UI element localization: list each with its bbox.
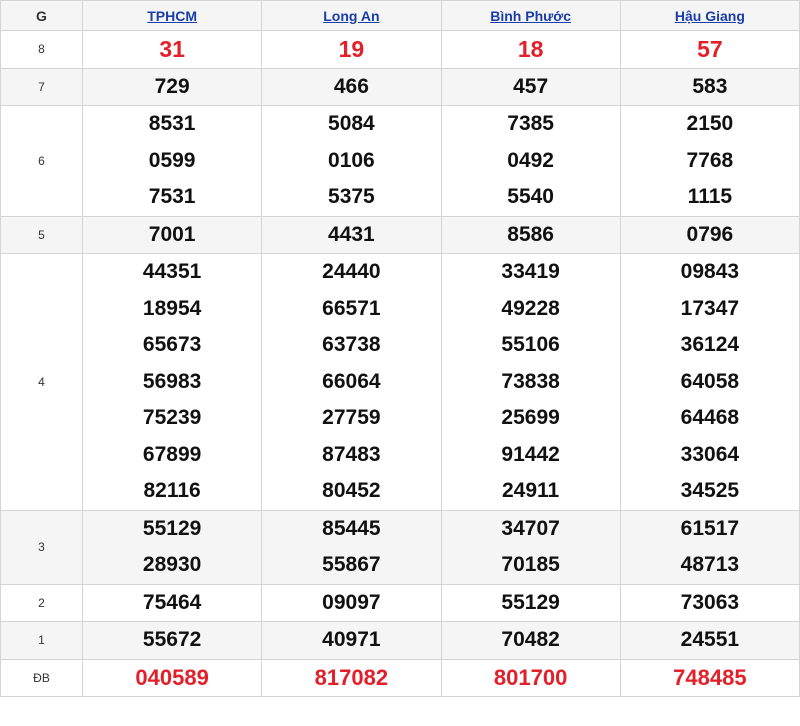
result-number: 70185 <box>501 553 560 576</box>
result-number: 7001 <box>148 222 196 246</box>
result-number: 75239 <box>142 406 202 429</box>
result-cell <box>262 622 441 660</box>
result-number: 61517 <box>680 516 740 540</box>
result-cell <box>620 584 799 622</box>
result-cell <box>83 622 262 660</box>
result-number: 49228 <box>501 296 560 320</box>
result-number: 457 <box>513 74 549 98</box>
result-number: 63738 <box>322 333 381 356</box>
result-cell <box>83 31 262 69</box>
result-number: 17347 <box>680 296 740 320</box>
result-number: 24911 <box>502 479 560 502</box>
result-cell <box>620 254 799 511</box>
result-number: 583 <box>692 74 728 98</box>
result-cell <box>262 68 441 106</box>
result-number: 7531 <box>148 185 196 208</box>
result-cell <box>441 216 620 254</box>
province-header-cell <box>441 1 620 31</box>
result-number: 55867 <box>322 553 381 576</box>
result-cell <box>441 31 620 69</box>
header-row <box>1 1 800 31</box>
prize-label: 8 <box>1 31 83 69</box>
result-number: 82116 <box>143 479 201 502</box>
prize-label: 5 <box>1 216 83 254</box>
result-number: 18 <box>517 36 544 62</box>
result-cell <box>620 659 799 697</box>
result-cell <box>262 31 441 69</box>
prize-label: 4 <box>1 254 83 511</box>
result-number: 40971 <box>322 628 381 651</box>
province-header-cell <box>262 1 441 31</box>
result-number: 64058 <box>680 369 740 393</box>
result-cell <box>441 68 620 106</box>
result-number: 24551 <box>680 628 740 651</box>
result-cell <box>83 106 262 217</box>
result-number: 7768 <box>686 148 734 172</box>
province-link-tphcm[interactable]: TPHCM <box>147 7 198 24</box>
result-cell <box>83 510 262 584</box>
result-cell <box>620 31 799 69</box>
result-number: 34707 <box>501 516 560 540</box>
province-link-binh-phuoc[interactable]: Bình Phước <box>490 7 571 24</box>
result-number: 91442 <box>501 442 560 466</box>
special-prize-number: 040589 <box>135 664 209 690</box>
prize-label: 2 <box>1 584 83 622</box>
result-cell <box>83 659 262 697</box>
result-cell <box>441 510 620 584</box>
result-cell <box>441 584 620 622</box>
special-prize-number: 817082 <box>314 664 389 690</box>
prize-row <box>1 216 800 254</box>
result-number: 466 <box>333 74 369 98</box>
prize-column-header: G <box>1 1 83 31</box>
prize-row <box>1 510 800 584</box>
result-cell <box>83 68 262 106</box>
prize-label: ĐB <box>1 659 83 697</box>
result-number: 66064 <box>322 369 381 393</box>
prize-row <box>1 659 800 697</box>
result-cell <box>620 622 799 660</box>
result-number: 57 <box>697 36 723 62</box>
result-number: 75464 <box>142 590 202 614</box>
result-number: 1115 <box>687 185 733 208</box>
result-cell <box>262 216 441 254</box>
prize-label: 7 <box>1 68 83 106</box>
result-cell <box>83 216 262 254</box>
province-header-cell <box>620 1 799 31</box>
result-cell <box>620 106 799 217</box>
result-number: 09843 <box>680 260 740 283</box>
result-number: 8531 <box>148 112 196 135</box>
result-number: 09097 <box>322 590 381 614</box>
result-number: 0599 <box>148 148 196 172</box>
result-number: 27759 <box>322 406 381 429</box>
prize-row <box>1 68 800 106</box>
result-cell <box>441 106 620 217</box>
result-number: 85445 <box>322 516 381 540</box>
result-number: 18954 <box>142 296 202 320</box>
result-number: 87483 <box>322 442 381 466</box>
result-number: 36124 <box>680 333 740 356</box>
province-link-hau-giang[interactable]: Hậu Giang <box>674 7 745 24</box>
special-prize-number: 801700 <box>493 664 568 690</box>
result-number: 55106 <box>501 333 560 356</box>
result-number: 70482 <box>501 628 560 651</box>
result-number: 28930 <box>142 553 202 576</box>
result-number: 4431 <box>328 222 375 246</box>
result-number: 5540 <box>507 185 554 208</box>
result-number: 24440 <box>322 260 381 283</box>
result-number: 19 <box>338 36 365 62</box>
result-number: 2150 <box>686 112 734 135</box>
result-number: 33064 <box>680 442 740 466</box>
prize-row <box>1 106 800 217</box>
result-cell <box>83 584 262 622</box>
prize-label: 3 <box>1 510 83 584</box>
prize-label: 6 <box>1 106 83 217</box>
result-number: 73063 <box>680 590 740 614</box>
result-number: 25699 <box>501 406 560 429</box>
result-number: 55129 <box>142 516 202 540</box>
result-number: 34525 <box>680 479 740 502</box>
result-number: 7385 <box>507 112 554 135</box>
result-number: 0492 <box>507 148 554 172</box>
result-cell <box>441 254 620 511</box>
result-number: 5375 <box>328 185 375 208</box>
result-cell <box>620 216 799 254</box>
result-cell <box>262 510 441 584</box>
result-number: 729 <box>154 74 190 98</box>
special-prize-number: 748485 <box>673 664 747 690</box>
prize-row <box>1 584 800 622</box>
result-number: 55672 <box>142 628 202 651</box>
result-cell <box>620 510 799 584</box>
result-cell <box>262 584 441 622</box>
prize-row <box>1 31 800 69</box>
prize-row <box>1 254 800 511</box>
result-number: 55129 <box>501 590 560 614</box>
province-link-long-an[interactable]: Long An <box>323 7 380 24</box>
result-number: 48713 <box>680 553 740 576</box>
result-number: 31 <box>159 36 185 62</box>
result-number: 66571 <box>322 296 381 320</box>
result-cell <box>620 68 799 106</box>
result-number: 80452 <box>322 479 381 502</box>
result-cell <box>83 254 262 511</box>
result-number: 8586 <box>507 222 554 246</box>
prize-label: 1 <box>1 622 83 660</box>
result-number: 33419 <box>501 260 560 283</box>
result-cell <box>262 106 441 217</box>
result-number: 0796 <box>686 222 734 246</box>
result-number: 0106 <box>328 148 375 172</box>
province-header-cell <box>83 1 262 31</box>
result-cell <box>262 659 441 697</box>
result-number: 65673 <box>142 333 202 356</box>
result-number: 64468 <box>680 406 740 429</box>
result-cell <box>441 659 620 697</box>
prize-row <box>1 622 800 660</box>
result-number: 56983 <box>142 369 202 393</box>
result-cell <box>262 254 441 511</box>
result-number: 73838 <box>501 369 560 393</box>
result-cell <box>441 622 620 660</box>
result-number: 67899 <box>142 442 202 466</box>
result-number: 5084 <box>328 112 375 135</box>
result-number: 44351 <box>142 260 202 283</box>
